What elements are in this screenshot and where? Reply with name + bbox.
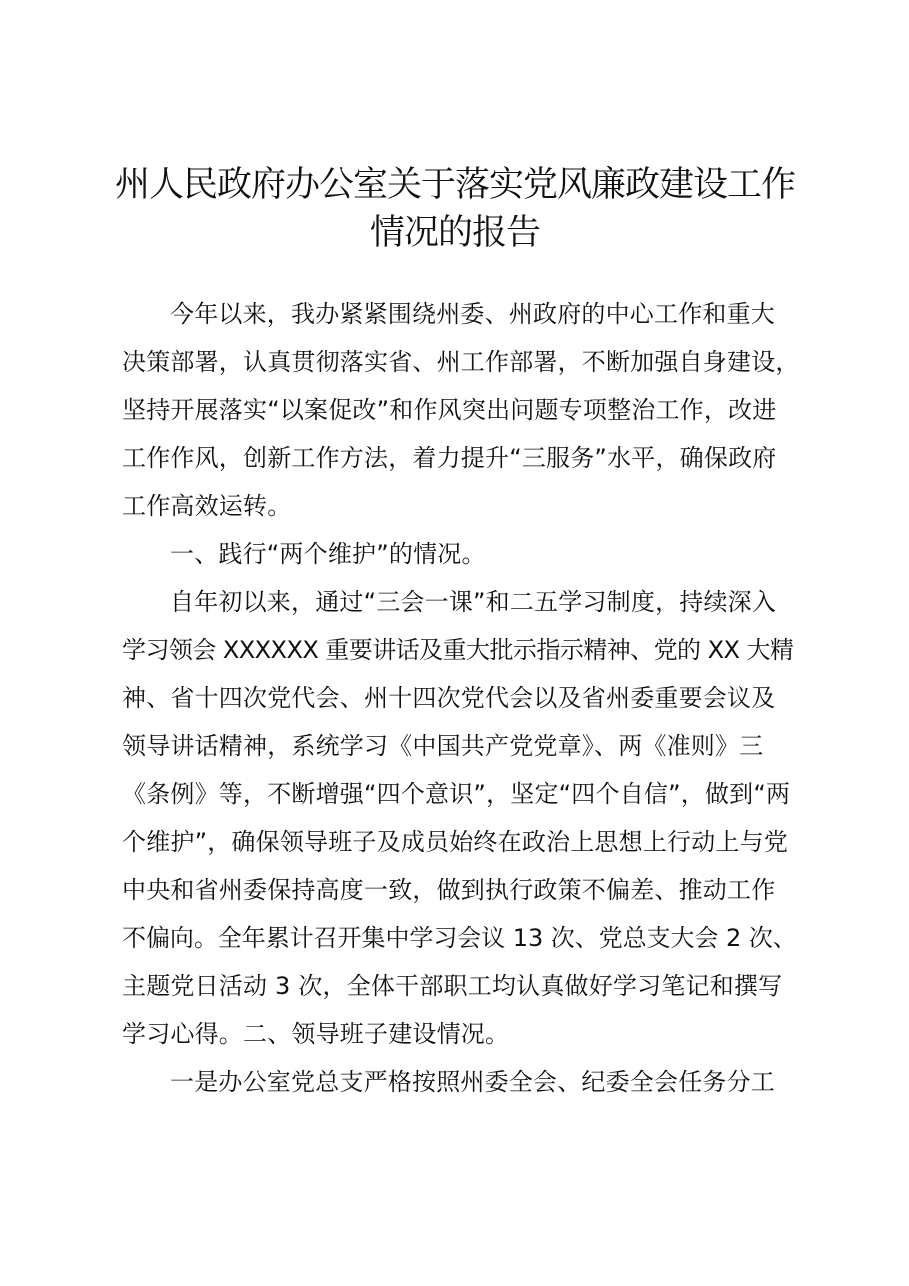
body-line: 个维护”，确保领导班子及成员始终在政治上思想上行动上与党 — [122, 828, 789, 856]
section-heading: 一、践行“两个维护”的情况。 — [170, 540, 486, 568]
body-line: 自年初以来，通过“三会一课”和二五学习制度，持续深入 — [170, 588, 777, 616]
body-line: 工作高效运转。 — [122, 492, 292, 520]
body-line: 《条例》等，不断增强“四个意识”，坚定“四个自信”，做到“两 — [122, 780, 791, 808]
body-line: 一是办公室党总支严格按照州委全会、纪委全会任务分工 — [170, 1068, 775, 1096]
body-line: 学习心得。二、领导班子建设情况。 — [122, 1020, 510, 1048]
body-line: 坚持开展落实“以案促改”和作风突出问题专项整治工作，改进 — [122, 396, 777, 424]
document-title-line-1: 州人民政府办公室关于落实党风廉政建设工作 — [114, 165, 795, 205]
body-line: 不偏向。全年累计召开集中学习会议 13 次、党总支大会 2 次、 — [122, 924, 797, 952]
body-line: 中央和省州委保持高度一致，做到执行政策不偏差、推动工作 — [122, 876, 776, 904]
body-line: 学习领会 XXXXXX 重要讲话及重大批示指示精神、党的 XX 大精 — [122, 636, 794, 664]
body-line: 神、省十四次党代会、州十四次党代会以及省州委重要会议及 — [122, 684, 776, 712]
body-line: 今年以来，我办紧紧围绕州委、州政府的中心工作和重大 — [170, 300, 775, 328]
body-line: 工作作风，创新工作方法，着力提升“三服务”水平，确保政府 — [122, 444, 777, 472]
document-title-line-2: 情况的报告 — [369, 213, 540, 253]
body-line: 主题党日活动 3 次，全体干部职工均认真做好学习笔记和撰写 — [122, 972, 783, 1000]
body-line: 决策部署，认真贯彻落实省、州工作部署，不断加强自身建设， — [122, 348, 800, 376]
body-line: 领导讲话精神，系统学习《中国共产党党章》、两《准则》三 — [122, 732, 764, 760]
